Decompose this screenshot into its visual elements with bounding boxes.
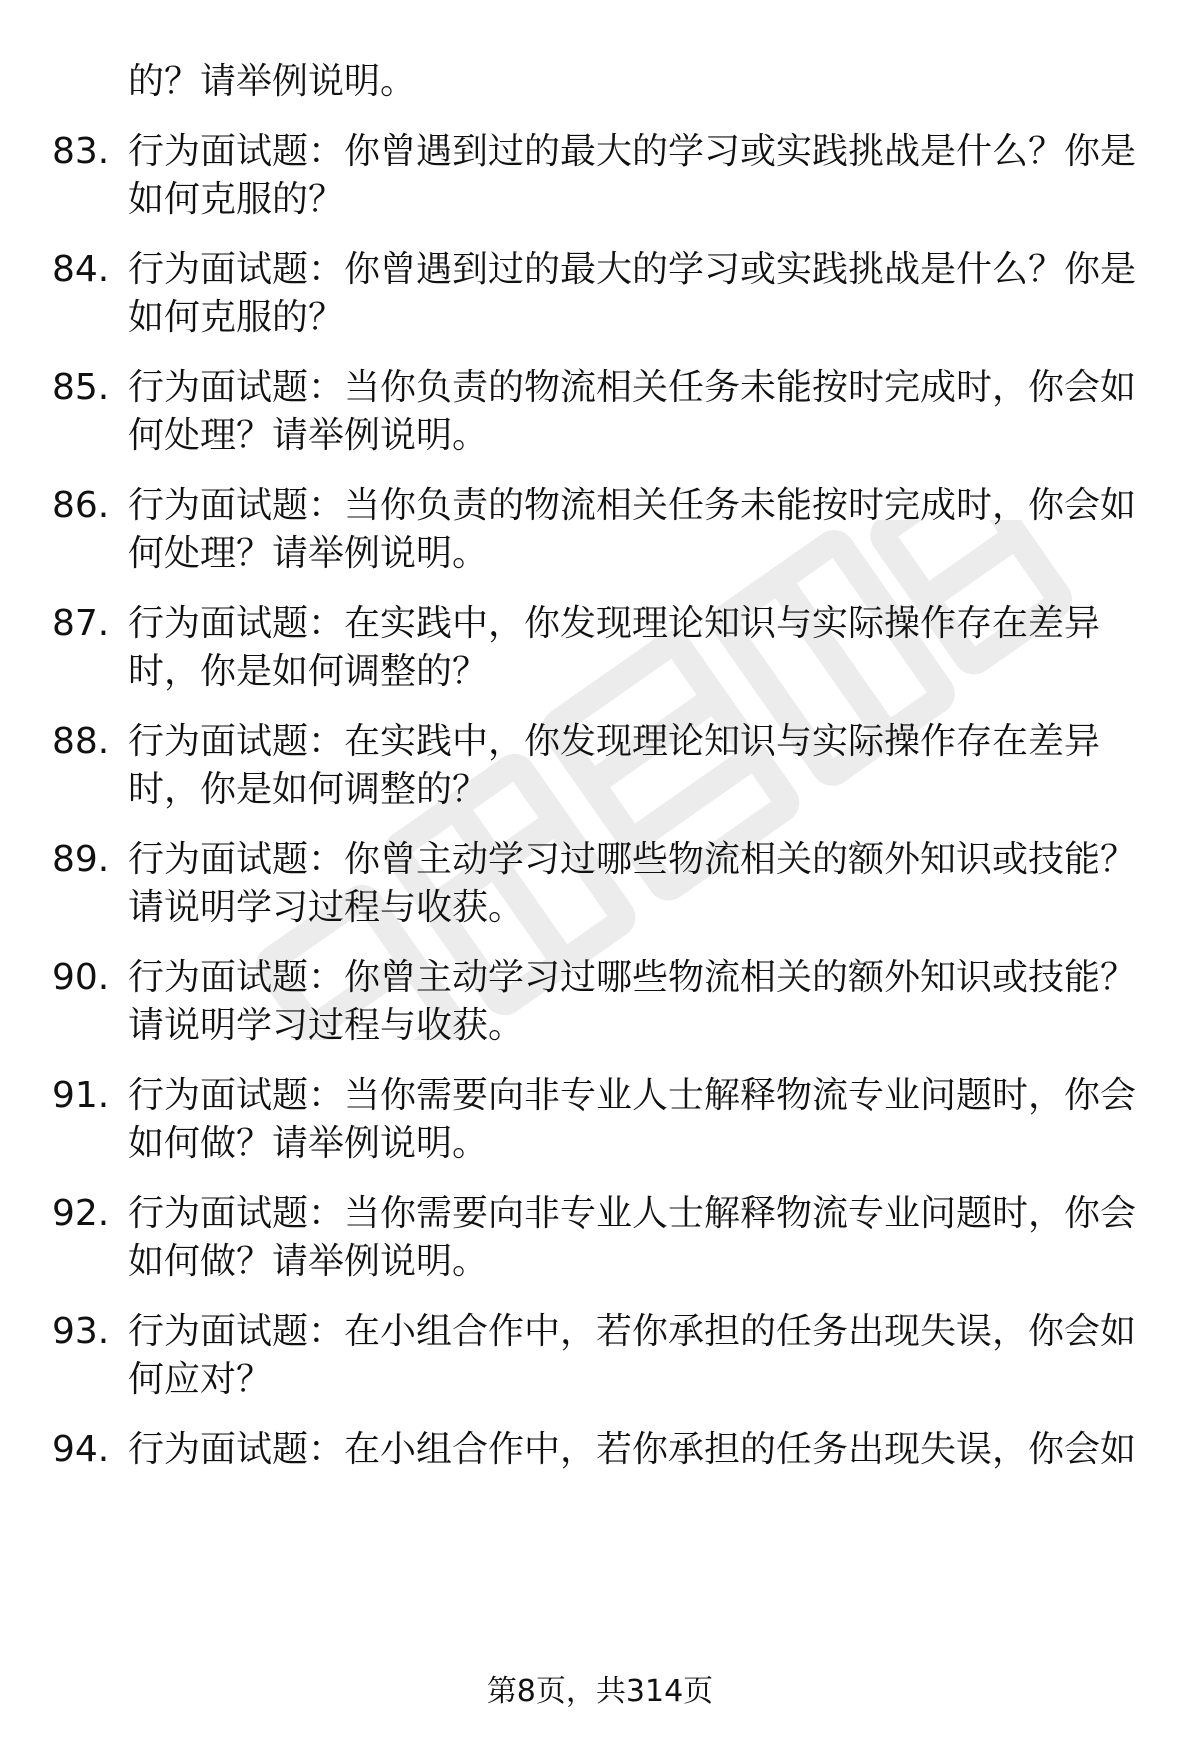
item-text-line-2: 如何做？请举例说明。 [128,1241,489,1282]
item-text-line-2: 何处理？请举例说明。 [128,533,489,574]
item-text-line-2: 请说明学习过程与收获。 [128,887,525,928]
item-text-line-2: 何应对？ [128,1359,273,1400]
item-text-line-1: 行为面试题：在小组合作中，若你承担的任务出现失误，你会如 [128,1429,1137,1470]
item-number: 87. [52,603,110,644]
item-number: 84. [52,249,110,290]
item-number: 94. [52,1429,110,1470]
page-footer: 第8页，共314页 [486,1674,714,1709]
item-number: 92. [52,1193,110,1234]
item-text-line-1: 行为面试题：在实践中，你发现理论知识与实际操作存在差异 [128,603,1101,644]
item-text-line-2: 如何做？请举例说明。 [128,1123,489,1164]
item-text-line-2: 如何克服的？ [128,179,345,220]
continued-text: 的？请举例说明。 [128,61,417,102]
item-text-line-1: 行为面试题：你曾主动学习过哪些物流相关的额外知识或技能？ [128,957,1137,998]
item-text-line-2: 如何克服的？ [128,297,345,338]
item-text-line-1: 行为面试题：当你需要向非专业人士解释物流专业问题时，你会 [128,1193,1137,1234]
item-number: 86. [52,485,110,526]
item-number: 88. [52,721,110,762]
item-text-line-1: 行为面试题：当你需要向非专业人士解释物流专业问题时，你会 [128,1075,1137,1116]
item-number: 89. [52,839,110,880]
item-text-line-1: 行为面试题：在实践中，你发现理论知识与实际操作存在差异 [128,721,1101,762]
item-text-line-2: 时，你是如何调整的？ [128,769,489,810]
item-number: 93. [52,1311,110,1352]
item-number: 90. [52,957,110,998]
item-number: 91. [52,1075,110,1116]
item-number: 83. [52,131,110,172]
item-text-line-1: 行为面试题：在小组合作中，若你承担的任务出现失误，你会如 [128,1311,1137,1352]
item-text-line-1: 行为面试题：你曾遇到过的最大的学习或实践挑战是什么？你是 [128,249,1137,290]
item-text-line-2: 何处理？请举例说明。 [128,415,489,456]
item-text-line-1: 行为面试题：当你负责的物流相关任务未能按时完成时，你会如 [128,485,1137,526]
item-number: 85. [52,367,110,408]
item-text-line-1: 行为面试题：你曾遇到过的最大的学习或实践挑战是什么？你是 [128,131,1137,172]
item-text-line-1: 行为面试题：你曾主动学习过哪些物流相关的额外知识或技能？ [128,839,1137,880]
item-text-line-2: 请说明学习过程与收获。 [128,1005,525,1046]
item-text-line-1: 行为面试题：当你负责的物流相关任务未能按时完成时，你会如 [128,367,1137,408]
item-text-line-2: 时，你是如何调整的？ [128,651,489,692]
